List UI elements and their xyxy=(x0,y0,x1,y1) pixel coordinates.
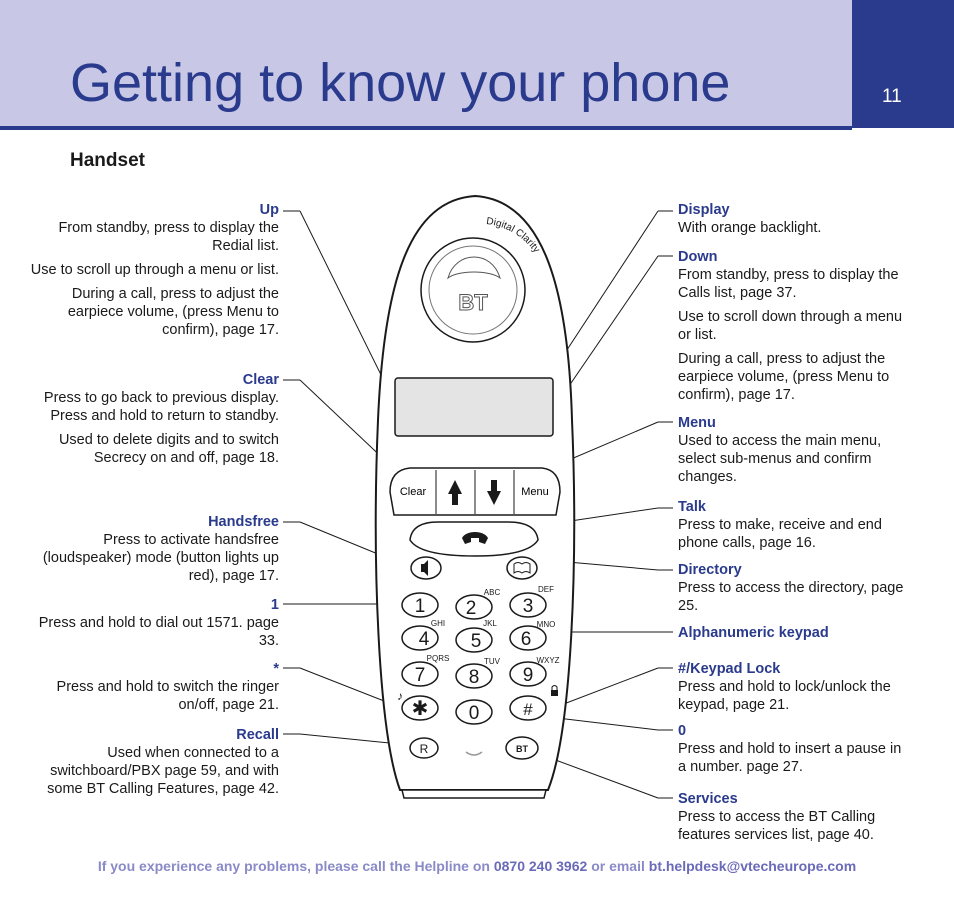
helpline-number: 0870 240 3962 xyxy=(493,858,588,874)
display-screen xyxy=(395,378,553,436)
label-menu: Menu Used to access the main menu, select sub-menus and confirm changes. xyxy=(678,415,882,485)
digital-clarity-text: Digital Clarity xyxy=(485,215,542,255)
hash-key: # xyxy=(523,700,533,719)
label-directory: Directory Press to access the directory, page 25. xyxy=(678,562,904,614)
label-zero: 0 Press and hold to insert a pause in a number. page 27. xyxy=(678,723,902,775)
lock-icon xyxy=(551,690,558,696)
label-talk: Talk Press to make, receive and end phone calls, page 16. xyxy=(678,499,882,551)
key-8: 8 xyxy=(468,667,480,688)
letters-tuv: TUV xyxy=(484,657,500,666)
letters-pqrs: PQRS xyxy=(426,654,450,663)
label-star: * Press and hold to switch the ringer on/off, page 21. xyxy=(56,661,279,713)
ringer-icon: ♪ xyxy=(397,689,403,703)
letters-abc: ABC xyxy=(483,588,501,597)
letters-jkl: JKL xyxy=(483,619,497,628)
label-clear: Clear Press to go back to previous display. Press and hold to return to standby. Used to delete digits and to switch Secrecy on and off, page 18. xyxy=(43,372,279,466)
section-title: Handset xyxy=(70,150,145,171)
services-key: BT xyxy=(516,744,528,754)
footer-helpline: If you experience any problems, please call the Helpline on 0870 240 3962 or email bt.helpdesk@vtecheurope.com xyxy=(97,858,857,874)
letters-wxyz: WXYZ xyxy=(536,656,560,665)
menu-key-label: Menu xyxy=(521,486,549,498)
label-keypad: Alphanumeric keypad xyxy=(678,625,829,641)
label-one: 1 Press and hold to dial out 1571. page 33. xyxy=(38,597,279,649)
key-9: 9 xyxy=(522,665,534,686)
label-display: Display With orange backlight. xyxy=(678,202,822,236)
bt-logo-text: BT xyxy=(458,290,488,315)
label-services: Services Press to access the BT Calling features services list, page 40. xyxy=(678,791,876,843)
letters-mno: MNO xyxy=(536,620,556,629)
key-5: 5 xyxy=(470,631,482,652)
label-up: Up From standby, press to display the Redial list. Use to scroll up through a menu or list. During a call, press to adjust the earpiece volume, (press Menu to confirm), page 17. xyxy=(30,202,279,338)
clear-key-label: Clear xyxy=(399,486,427,498)
label-down: Down From standby, press to display the Calls list, page 37. Use to scroll down through a menu or list. During a call, press to adjust the earpiece volume, (press Menu to confirm), page 17. xyxy=(678,249,903,403)
letters-ghi: GHI xyxy=(430,619,446,628)
label-keypad-lock: #/Keypad Lock Press and hold to lock/unlock the keypad, page 21. xyxy=(678,661,891,713)
key-2: 2 xyxy=(465,598,477,619)
key-3: 3 xyxy=(522,596,534,617)
key-7: 7 xyxy=(414,665,426,686)
label-handsfree: Handsfree Press to activate handsfree (loudspeaker) mode (button lights up red), page 17. xyxy=(42,514,279,584)
page-title: Getting to know your phone xyxy=(70,53,731,113)
star-key: ✱ xyxy=(411,698,429,720)
page-number: 11 xyxy=(882,86,902,107)
key-0: 0 xyxy=(468,703,480,724)
key-4: 4 xyxy=(418,629,430,650)
label-recall: Recall Used when connected to a switchboard/PBX page 59, and with some BT Calling Features, page 42. xyxy=(47,727,279,797)
helpdesk-email[interactable]: bt.helpdesk@vtecheurope.com xyxy=(648,858,857,874)
letters-def: DEF xyxy=(538,585,554,594)
recall-key: R xyxy=(419,742,429,756)
key-6: 6 xyxy=(520,629,532,650)
key-1: 1 xyxy=(414,596,426,617)
